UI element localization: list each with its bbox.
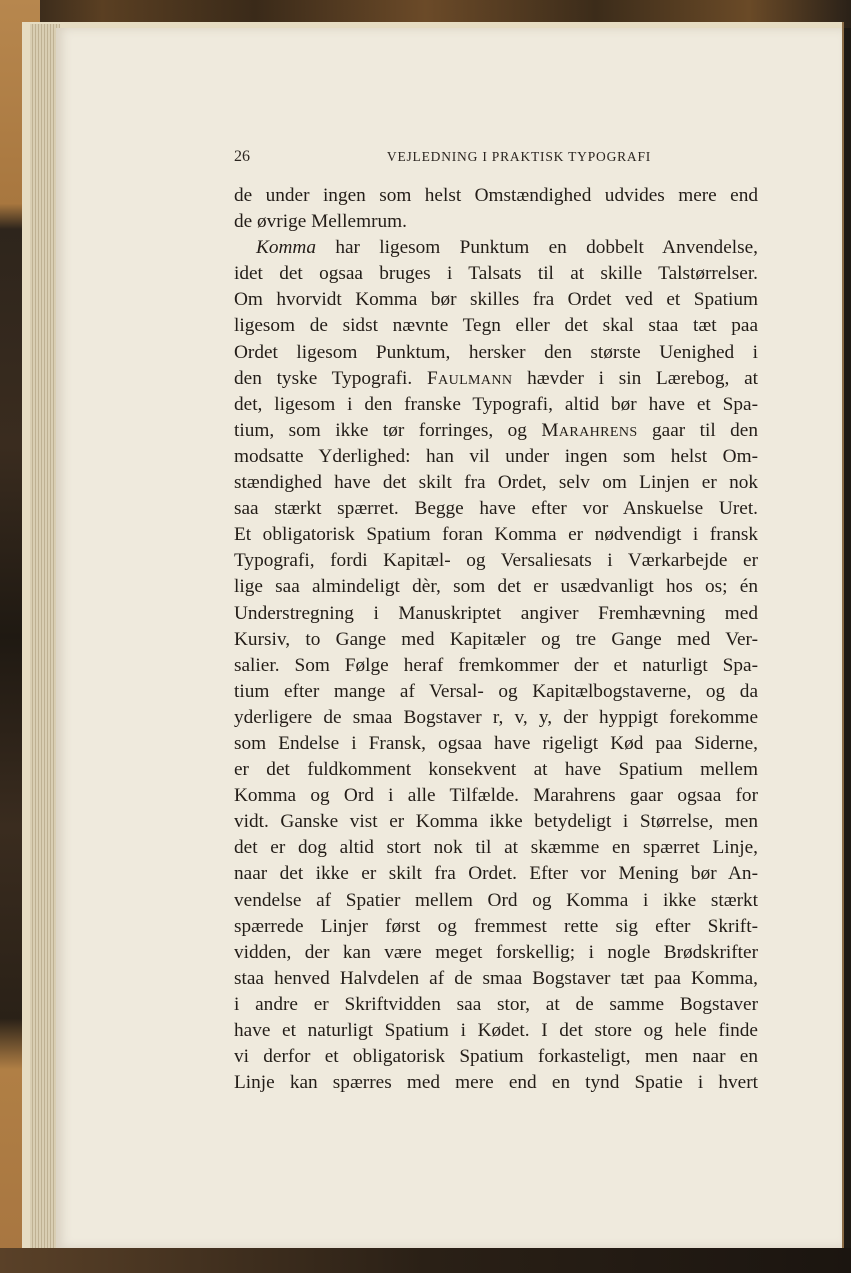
text-line <box>234 1018 758 1044</box>
text-run: vidden, der kan være meget forskellig; i nogle Brødskrifter <box>234 941 758 963</box>
text-run: de under ingen som helst Omstændighed udvides mere end <box>234 185 758 206</box>
text-line <box>234 679 758 705</box>
text-run: det, ligesom i den franske Typografi, altid bør have et Spa- <box>234 393 758 415</box>
text-run: modsatte Yderlighed: han vil under ingen som helst Om- <box>234 445 758 467</box>
text-line <box>234 835 758 861</box>
text-run: i andre er Skriftvidden saa stor, at de samme Bogstaver <box>234 993 758 1015</box>
text-run: som Endelse i Fransk, ogsaa have rigeligt Kød paa Siderne, <box>234 732 758 754</box>
text-line <box>234 653 758 679</box>
text-line <box>234 313 758 339</box>
text-run: har ligesom Punktum en dobbelt Anvendelse, <box>316 237 758 259</box>
text-line <box>234 914 758 940</box>
italic-term: Komma <box>256 237 316 259</box>
text-run: idet det ogsaa bruges i Talsats til at skille Talstørrelser. <box>234 263 758 285</box>
text-run: have et naturligt Spatium i Kødet. I det store og hele finde <box>234 1020 758 1041</box>
text-run: yderligere de smaa Bogstaver r, v, y, der hyppigt forekomme <box>234 706 758 728</box>
text-run: stændighed have det skilt fra Ordet, selv om Linjen er nok <box>234 472 758 494</box>
text-line <box>234 261 758 287</box>
text-line <box>234 522 758 548</box>
text-run: ligesom de sidst nævnte Tegn eller det skal staa tæt paa <box>234 315 758 337</box>
text-line <box>234 783 758 809</box>
text-line <box>234 992 758 1018</box>
text-run: den tyske Typografi. <box>234 367 427 389</box>
author-name: Marahrens <box>541 419 638 441</box>
text-line <box>234 496 758 522</box>
text-run: Et obligatorisk Spatium foran Komma er nødvendigt i fransk <box>234 524 758 546</box>
text-line <box>234 470 758 496</box>
text-run: tium efter mange af Versal- og Kapitælbogstaverne, og da <box>234 680 758 702</box>
text-run: det er dog altid stort nok til at skæmme en spærret Linje, <box>234 837 758 859</box>
text-run: hævder i sin Lærebog, at <box>512 367 758 389</box>
text-run: Understregning i Manuskriptet angiver Fremhævning med <box>234 602 758 624</box>
text-line <box>234 444 758 470</box>
author-name: Faulmann <box>426 367 513 389</box>
text-line <box>234 574 758 600</box>
text-run: salier. Som Følge heraf fremkommer der et naturligt Spa- <box>234 654 758 676</box>
text-line <box>234 418 758 444</box>
running-head <box>234 148 764 168</box>
text-run: Kursiv, to Gange med Kapitæler og tre Gange med Ver- <box>234 628 758 650</box>
text-line <box>234 392 758 418</box>
text-line <box>234 601 758 627</box>
text-line <box>234 366 758 392</box>
text-run: spærrede Linjer først og fremmest rette sig efter Skrift- <box>234 915 758 937</box>
book-bottom-edge <box>0 1248 851 1273</box>
text-line <box>234 340 758 366</box>
text-line <box>234 861 758 887</box>
text-line <box>234 1070 758 1096</box>
text-line <box>234 235 758 261</box>
text-run: vendelse af Spatier mellem Ord og Komma i ikke stærkt <box>234 889 758 911</box>
text-line <box>234 1044 758 1070</box>
page-number: 26 <box>234 148 250 165</box>
text-line <box>234 888 758 914</box>
text-line <box>234 705 758 731</box>
text-line <box>234 757 758 783</box>
text-line <box>234 731 758 757</box>
running-title: VEJLEDNING I PRAKTISK TYPOGRAFI <box>386 149 652 164</box>
text-run: Komma og Ord i alle Tilfælde. Marahrens gaar ogsaa for <box>234 785 758 807</box>
text-line <box>234 627 758 653</box>
body-text <box>234 183 758 1096</box>
text-run: lige saa almindeligt dèr, som det er usædvanligt hos os; én <box>234 576 758 598</box>
text-run: gaar til den <box>637 419 758 441</box>
text-run: tium, som ikke tør forringes, og <box>234 419 542 441</box>
text-run: Linje kan spærres med mere end en tynd Spatie i hvert <box>234 1072 758 1094</box>
text-line <box>234 548 758 574</box>
text-run: saa stærkt spærret. Begge have efter vor Anskuelse Uret. <box>234 498 758 520</box>
text-line <box>234 940 758 966</box>
text-line <box>234 809 758 835</box>
text-line <box>234 287 758 313</box>
text-run: Typografi, fordi Kapitæl- og Versaliesats i Værkarbejde er <box>234 550 758 572</box>
text-run: Ordet ligesom Punktum, hersker den største Uenighed i <box>234 341 758 363</box>
text-run: vi derfor et obligatorisk Spatium forkasteligt, men naar en <box>234 1046 758 1068</box>
text-run: er det fuldkomment konsekvent at have Spatium mellem <box>234 759 758 781</box>
text-run: de øvrige Mellemrum. <box>234 211 407 233</box>
text-run: staa henved Halvdelen af de smaa Bogstaver tæt paa Komma, <box>234 967 758 989</box>
text-run: Om hvorvidt Komma bør skilles fra Ordet ved et Spatium <box>234 289 758 311</box>
text-line <box>234 183 758 209</box>
text-run: naar det ikke er skilt fra Ordet. Efter vor Mening bør An- <box>234 863 758 885</box>
text-run: vidt. Ganske vist er Komma ikke betydeligt i Størrelse, men <box>234 811 758 833</box>
text-line <box>234 209 758 235</box>
text-line <box>234 966 758 992</box>
